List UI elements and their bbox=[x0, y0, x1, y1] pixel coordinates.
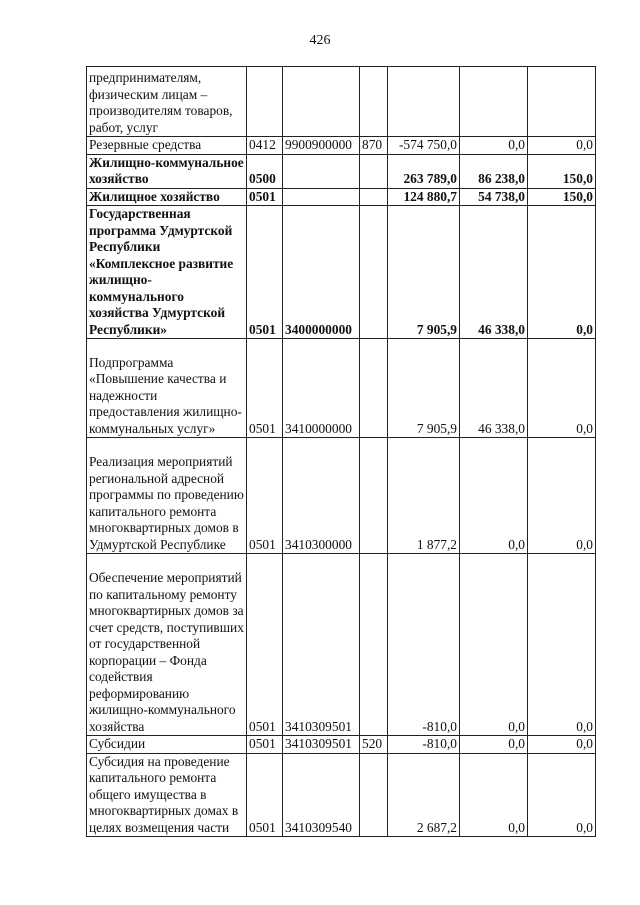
budget-table bbox=[86, 66, 596, 837]
row-amount-1: 263 789,0 bbox=[388, 154, 460, 188]
row-amount-3: 0,0 bbox=[528, 554, 596, 736]
row-name: Реализация мероприятий региональной адресной программы по проведению капитального ремонта многоквартирных домов в Удмуртской Республике bbox=[87, 438, 247, 554]
row-name: Жилищное хозяйство bbox=[87, 188, 247, 206]
row-amount-1: -810,0 bbox=[388, 736, 460, 754]
table-row bbox=[87, 67, 596, 137]
row-expense-type bbox=[360, 438, 388, 554]
row-amount-1 bbox=[388, 67, 460, 137]
row-name: Субсидия на проведение капитального ремонта общего имущества в многоквартирных домах в целях возмещения части bbox=[87, 753, 247, 837]
row-amount-3: 150,0 bbox=[528, 154, 596, 188]
row-name: предпринимателям, физическим лицам – производителям товаров, работ, услуг bbox=[87, 67, 247, 137]
row-amount-2: 0,0 bbox=[460, 438, 528, 554]
table-row bbox=[87, 188, 596, 206]
row-amount-2: 46 338,0 bbox=[460, 339, 528, 438]
row-amount-2: 54 738,0 bbox=[460, 188, 528, 206]
row-amount-1: 124 880,7 bbox=[388, 188, 460, 206]
row-section-code: 0501 bbox=[247, 736, 283, 754]
row-section-code: 0501 bbox=[247, 554, 283, 736]
table-row bbox=[87, 206, 596, 339]
row-amount-3: 0,0 bbox=[528, 438, 596, 554]
row-amount-2: 0,0 bbox=[460, 753, 528, 837]
page-number: 426 bbox=[309, 33, 331, 48]
row-section-code: 0412 bbox=[247, 137, 283, 155]
row-amount-3: 150,0 bbox=[528, 188, 596, 206]
row-expense-type bbox=[360, 206, 388, 339]
row-section-code: 0501 bbox=[247, 188, 283, 206]
row-section-code bbox=[247, 67, 283, 137]
row-amount-1: 7 905,9 bbox=[388, 206, 460, 339]
table-row bbox=[87, 753, 596, 837]
table-row bbox=[87, 554, 596, 736]
row-amount-3 bbox=[528, 67, 596, 137]
row-target-code bbox=[283, 154, 360, 188]
row-expense-type: 520 bbox=[360, 736, 388, 754]
row-target-code bbox=[283, 188, 360, 206]
row-target-code: 9900900000 bbox=[283, 137, 360, 155]
row-name: Обеспечение мероприятий по капитальному ремонту многоквартирных домов за счет средств, поступивших от государственной корпорации – Фонда содействия реформированию жилищно-коммунального хозяйства bbox=[87, 554, 247, 736]
row-amount-3: 0,0 bbox=[528, 753, 596, 837]
row-amount-3: 0,0 bbox=[528, 339, 596, 438]
row-amount-1: -574 750,0 bbox=[388, 137, 460, 155]
row-amount-1: -810,0 bbox=[388, 554, 460, 736]
row-target-code: 3410300000 bbox=[283, 438, 360, 554]
row-amount-2: 0,0 bbox=[460, 137, 528, 155]
row-target-code: 3410309540 bbox=[283, 753, 360, 837]
row-target-code: 3400000000 bbox=[283, 206, 360, 339]
table-row bbox=[87, 154, 596, 188]
row-section-code: 0501 bbox=[247, 339, 283, 438]
row-amount-2: 86 238,0 bbox=[460, 154, 528, 188]
row-section-code: 0500 bbox=[247, 154, 283, 188]
table-row bbox=[87, 438, 596, 554]
row-section-code: 0501 bbox=[247, 206, 283, 339]
row-expense-type bbox=[360, 188, 388, 206]
row-amount-3: 0,0 bbox=[528, 206, 596, 339]
row-amount-1: 7 905,9 bbox=[388, 339, 460, 438]
row-expense-type bbox=[360, 753, 388, 837]
row-target-code: 3410309501 bbox=[283, 736, 360, 754]
row-amount-2: 0,0 bbox=[460, 736, 528, 754]
row-target-code bbox=[283, 67, 360, 137]
row-expense-type bbox=[360, 339, 388, 438]
row-amount-3: 0,0 bbox=[528, 137, 596, 155]
row-name: Субсидии bbox=[87, 736, 247, 754]
row-name: Подпрограмма «Повышение качества и надежности предоставления жилищно-коммунальных услуг» bbox=[87, 339, 247, 438]
row-amount-2: 0,0 bbox=[460, 554, 528, 736]
table-row bbox=[87, 736, 596, 754]
row-expense-type: 870 bbox=[360, 137, 388, 155]
table-body bbox=[87, 67, 596, 837]
row-amount-2: 46 338,0 bbox=[460, 206, 528, 339]
row-expense-type bbox=[360, 154, 388, 188]
row-amount-1: 2 687,2 bbox=[388, 753, 460, 837]
row-section-code: 0501 bbox=[247, 438, 283, 554]
row-name: Резервные средства bbox=[87, 137, 247, 155]
row-target-code: 3410000000 bbox=[283, 339, 360, 438]
row-amount-2 bbox=[460, 67, 528, 137]
table-row bbox=[87, 339, 596, 438]
table-row bbox=[87, 137, 596, 155]
row-expense-type bbox=[360, 554, 388, 736]
row-amount-3: 0,0 bbox=[528, 736, 596, 754]
row-amount-1: 1 877,2 bbox=[388, 438, 460, 554]
row-target-code: 3410309501 bbox=[283, 554, 360, 736]
row-name: Государственная программа Удмуртской Республики «Комплексное развитие жилищно-коммунального хозяйства Удмуртской Республики» bbox=[87, 206, 247, 339]
row-expense-type bbox=[360, 67, 388, 137]
row-name: Жилищно-коммунальное хозяйство bbox=[87, 154, 247, 188]
row-section-code: 0501 bbox=[247, 753, 283, 837]
